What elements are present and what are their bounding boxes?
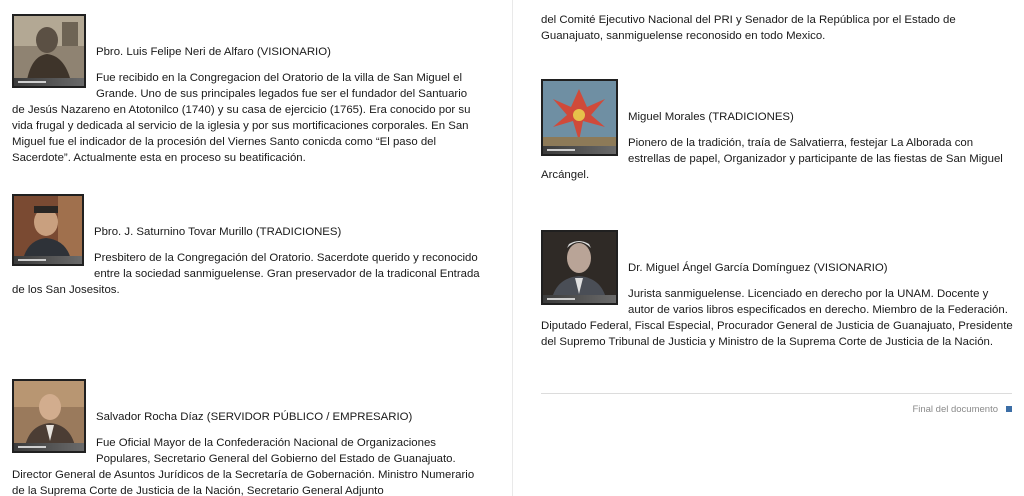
portrait-photo xyxy=(12,14,86,88)
entry-alfaro xyxy=(12,14,480,166)
end-label-text: Final del documento xyxy=(912,404,998,415)
person-name: Salvador Rocha Díaz (SERVIDOR PÚBLICO / EMPRESARIO) xyxy=(96,411,413,423)
column-divider xyxy=(512,0,513,496)
portrait-photo xyxy=(541,230,618,305)
entry-tovar xyxy=(12,194,480,298)
entry-garcia xyxy=(541,230,1015,350)
person-bio: Fue Oficial Mayor de la Confederación Nacional de Organizaciones Populares, Secretario General del Gobierno del Estado de Guanajuato. Director General de Asuntos Jurídicos de la Secretaría de Gobernación. Ministro Numerario de la Suprema Corte de Justicia de la Nación, Secretario General Adjunto xyxy=(12,437,475,496)
end-of-document-label xyxy=(912,404,1012,415)
person-bio: Presbitero de la Congregación del Oratorio. Sacerdote querido y reconocido entre la sociedad sanmiguelense. Gran preservador de la tradiconal Entrada de los San Josesitos. xyxy=(12,252,480,296)
entry-morales xyxy=(541,79,1015,183)
entry-rocha xyxy=(12,379,480,496)
portrait-photo xyxy=(12,194,84,266)
person-bio: Fue recibido en la Congregacion del Oratorio de la villa de San Miguel el Grande. Uno de sus principales legados fue ser el fundador del Santuario de Jesús Nazareno en Atotonilco (1740) y su casa de ejercicio (1765). Era conocido por su vida frugal y dedicada al servicio de la iglesia y por sus mortificaciones corporales. En San Miguel fue el indicador de la procesión del Viernes Santo conicda como “El paso del Sacerdote”. Actualmente esta en proceso su beatificación. xyxy=(12,72,471,164)
portrait-photo xyxy=(541,79,618,156)
entry-rocha-continuation xyxy=(541,12,1013,44)
person-bio: Jurista sanmiguelense. Licenciado en derecho por la UNAM. Docente y autor de varios libros especificados en derecho. Miembro de la Federación. Diputado Federal, Fiscal Especial, Procurador General de Justicia de Guanajuato, Presidente del Supremo Tribunal de Justicia y Ministro de la Suprema Corte de Justicia de la Nación. xyxy=(541,288,1013,348)
person-name: Dr. Miguel Ángel García Domínguez (VISIONARIO) xyxy=(628,262,888,274)
portrait-photo xyxy=(12,379,86,453)
end-divider xyxy=(541,393,1012,394)
person-name: Miguel Morales (TRADICIONES) xyxy=(628,111,794,123)
square-bullet-icon xyxy=(1006,406,1012,412)
person-bio-continuation: del Comité Ejecutivo Nacional del PRI y Senador de la República por el Estado de Guanajuato, sanmiguelense reconosido en todo Mexico. xyxy=(541,14,956,42)
person-name: Pbro. Luis Felipe Neri de Alfaro (VISIONARIO) xyxy=(96,46,331,58)
person-name: Pbro. J. Saturnino Tovar Murillo (TRADICIONES) xyxy=(94,226,342,238)
person-bio: Pionero de la tradición, traía de Salvatierra, festejar La Alborada con estrellas de papel, Organizador y participante de las fiestas de San Miguel Arcángel. xyxy=(541,137,1003,181)
